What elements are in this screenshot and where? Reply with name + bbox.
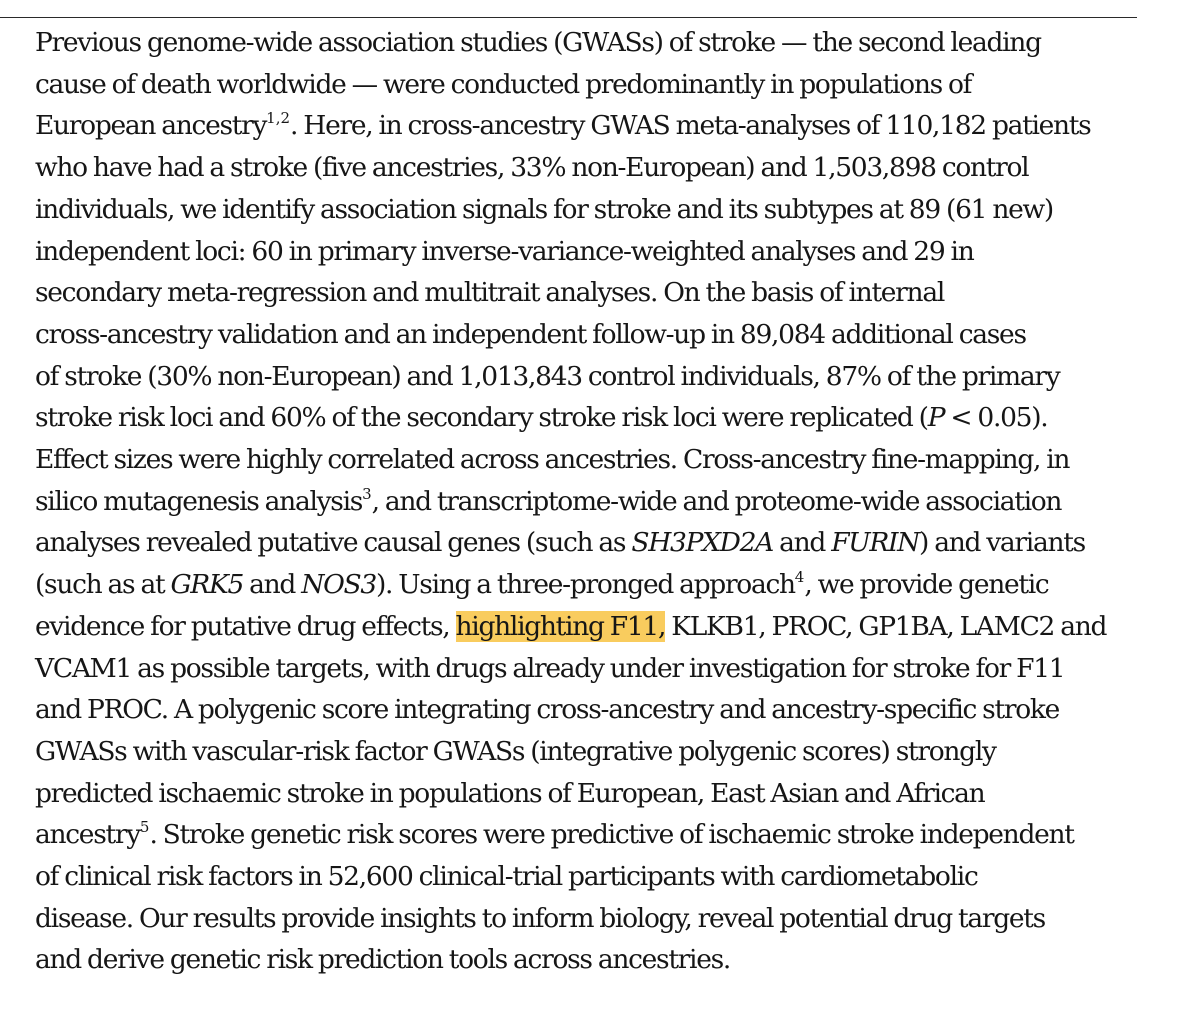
text-segment: ). Using a three-pronged approach xyxy=(375,569,795,601)
abstract-line xyxy=(35,64,1155,106)
text-segment: cause of death worldwide — were conducted predominantly in populations of xyxy=(35,68,972,100)
text-segment: analyses revealed putative causal genes (such as xyxy=(35,527,632,559)
text-segment: cross-ancestry validation and an independent follow-up in 89,084 additional cases xyxy=(35,318,1026,350)
text-segment: ancestry xyxy=(35,819,140,851)
abstract-line xyxy=(35,147,1155,189)
italic-gene-name: FURIN xyxy=(831,527,920,559)
text-segment: Previous genome-wide association studies (GWASs) of stroke — the second leading xyxy=(35,27,1041,58)
abstract-line xyxy=(35,231,1155,273)
text-segment: and xyxy=(773,527,832,559)
text-segment: . Here, in cross-ancestry GWAS meta-analyses of 110,182 patients xyxy=(290,110,1091,142)
abstract-line xyxy=(35,189,1155,231)
abstract-line xyxy=(35,648,1155,690)
text-segment: KLKB1, PROC, GP1BA, LAMC2 and xyxy=(665,610,1107,642)
abstract-line xyxy=(35,731,1155,773)
text-segment: of clinical risk factors in 52,600 clinical-trial participants with cardiometabolic xyxy=(35,861,978,893)
text-segment: and xyxy=(243,569,302,601)
text-segment: stroke risk loci and 60% of the secondary stroke risk loci were replicated ( xyxy=(35,402,928,434)
text-segment: (such as at xyxy=(35,569,171,601)
text-segment: VCAM1 as possible targets, with drugs already under investigation for stroke for F11 xyxy=(35,652,1065,684)
abstract-line xyxy=(35,606,1155,648)
text-segment: independent loci: 60 in primary inverse-variance-weighted analyses and 29 in xyxy=(35,235,974,267)
abstract-line xyxy=(35,814,1155,856)
citation-superscript: 1,2 xyxy=(266,109,291,128)
text-segment: < 0.05). xyxy=(944,402,1048,434)
abstract-line xyxy=(35,898,1155,940)
text-segment: silico mutagenesis analysis xyxy=(35,485,363,517)
text-segment: Effect sizes were highly correlated across ancestries. Cross-ancestry fine-mapping, in xyxy=(35,444,1070,476)
abstract-line xyxy=(35,939,1155,981)
text-segment: of stroke (30% non-European) and 1,013,843 control individuals, 87% of the primary xyxy=(35,360,1060,392)
text-segment: . Stroke genetic risk scores were predictive of ischaemic stroke independent xyxy=(149,819,1074,851)
abstract-line xyxy=(35,272,1155,314)
text-segment: predicted ischaemic stroke in populations of European, East Asian and African xyxy=(35,777,985,809)
abstract-line xyxy=(35,22,1155,64)
text-segment: ) and variants xyxy=(919,527,1085,559)
abstract-line xyxy=(35,397,1155,439)
citation-superscript: 4 xyxy=(794,568,805,587)
text-segment: GWASs with vascular-risk factor GWASs (integrative polygenic scores) strongly xyxy=(35,735,996,767)
italic-gene-name: SH3PXD2A xyxy=(631,527,774,559)
abstract-line xyxy=(35,314,1155,356)
text-segment: evidence for putative drug effects, xyxy=(35,610,456,642)
abstract-line xyxy=(35,564,1155,606)
text-segment: disease. Our results provide insights to inform biology, reveal potential drug targets xyxy=(35,902,1045,934)
italic-gene-name: GRK5 xyxy=(170,569,244,601)
italic-gene-name: NOS3 xyxy=(301,569,376,601)
abstract-line xyxy=(35,356,1155,398)
abstract-line xyxy=(35,689,1155,731)
text-segment: secondary meta-regression and multitrait analyses. On the basis of internal xyxy=(35,277,944,309)
abstract-line xyxy=(35,439,1155,481)
abstract-line xyxy=(35,856,1155,898)
abstract-text xyxy=(35,22,1155,981)
text-segment: individuals, we identify association signals for stroke and its subtypes at 89 (61 new) xyxy=(35,193,1053,225)
citation-superscript: 5 xyxy=(139,818,150,837)
italic-gene-name: P xyxy=(927,402,945,434)
abstract-line xyxy=(35,481,1155,523)
citation-superscript: 3 xyxy=(362,484,372,503)
abstract-line xyxy=(35,773,1155,815)
abstract-line xyxy=(35,522,1155,564)
text-segment: , and transcriptome-wide and proteome-wide association xyxy=(371,485,1062,517)
abstract-line xyxy=(35,105,1155,147)
highlighted-text: highlighting F11, xyxy=(455,610,666,642)
text-segment: , we provide genetic xyxy=(804,569,1049,601)
text-segment: and PROC. A polygenic score integrating cross-ancestry and ancestry-specific stroke xyxy=(35,694,1059,726)
top-divider xyxy=(0,17,1137,18)
text-segment: who have had a stroke (five ancestries, 33% non-European) and 1,503,898 control xyxy=(35,152,1029,184)
text-segment: and derive genetic risk prediction tools across ancestries. xyxy=(35,944,731,976)
text-segment: European ancestry xyxy=(35,110,267,142)
